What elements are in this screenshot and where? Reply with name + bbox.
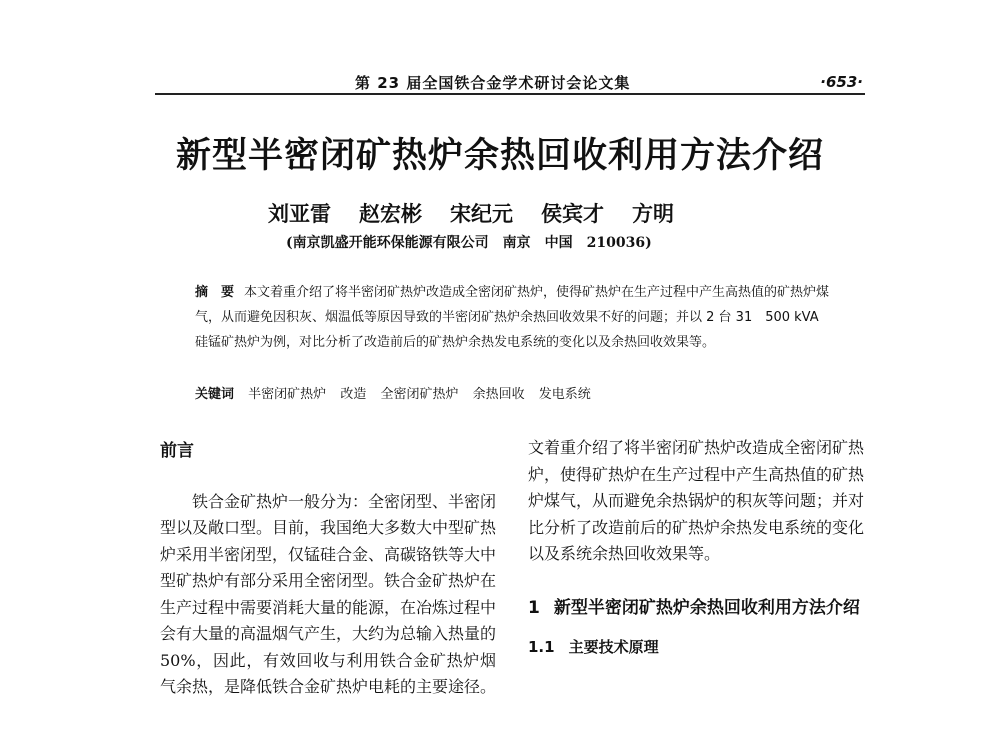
author-name: 刘亚雷 xyxy=(268,201,331,226)
page-number: ·653· xyxy=(820,73,863,91)
author-name: 宋纪元 xyxy=(450,201,513,226)
paper-title: 新型半密闭矿热炉余热回收利用方法介绍 xyxy=(175,136,824,176)
keywords-label: 关键词 xyxy=(195,387,235,402)
subsection-number: 1.1 xyxy=(528,637,555,656)
keyword: 改造 xyxy=(340,387,367,402)
keyword: 全密闭矿热炉 xyxy=(380,387,459,402)
intro-heading: 前言 xyxy=(160,441,194,461)
author-name: 方明 xyxy=(632,201,674,226)
keyword: 发电系统 xyxy=(538,387,591,402)
section-number: 1 xyxy=(528,597,540,618)
abstract-text: 本文着重介绍了将半密闭矿热炉改造成全密闭矿热炉，使得矿热炉在生产过程中产生高热值的矿热炉煤气，从而避免因积灰、烟温低等原因导致的半密闭矿热炉余热回收效果不好的问题；并以 2 台 31 500 kVA 硅锰矿热炉为例，对比分析了改造前后的矿热炉余热发电系统的变化以及余热回收效果等。 xyxy=(195,285,830,350)
author-name: 侯宾才 xyxy=(541,201,604,226)
running-header xyxy=(155,58,863,92)
abstract xyxy=(195,280,835,355)
abstract-label: 摘 要 xyxy=(195,285,235,300)
continued-paragraph: 文着重介绍了将半密闭矿热炉改造成全密闭矿热炉，使得矿热炉在生产过程中产生高热值的矿热炉煤气，从而避免余热锅炉的积灰等问题；并对比分析了改造前后的矿热炉余热发电系统的变化以及系统余热回收效果等。 xyxy=(528,438,865,563)
section-1-1-heading xyxy=(528,634,864,661)
author-list xyxy=(268,198,748,228)
left-column xyxy=(160,438,496,701)
affiliation: (南京凯盛开能环保能源有限公司 南京 中国 210036) xyxy=(286,235,652,251)
section-title: 新型半密闭矿热炉余热回收利用方法介绍 xyxy=(553,597,860,618)
right-column xyxy=(528,435,864,660)
header-rule xyxy=(155,93,865,95)
subsection-title: 主要技术原理 xyxy=(568,637,659,656)
keyword: 半密闭矿热炉 xyxy=(248,387,327,402)
section-1-heading xyxy=(528,594,864,622)
keywords xyxy=(195,383,835,402)
author-name: 赵宏彬 xyxy=(359,201,422,226)
keyword: 余热回收 xyxy=(472,387,525,402)
intro-paragraph: 铁合金矿热炉一般分为：全密闭型、半密闭型以及敞口型。目前，我国绝大多数大中型矿热炉采用半密闭型，仅锰硅合金、高碳铬铁等大中型矿热炉有部分采用全密闭型。铁合金矿热炉在生产过程中需要消耗大量的能源，在冶炼过程中会有大量的高温烟气产生，大约为总输入热量的 50%，因此，有效回收与利用铁合金矿热炉烟气余热，是降低铁合金矿热炉电耗的主要途径。 xyxy=(160,491,497,696)
journal-title: 第 23 届全国铁合金学术研讨会论文集 xyxy=(355,74,631,92)
